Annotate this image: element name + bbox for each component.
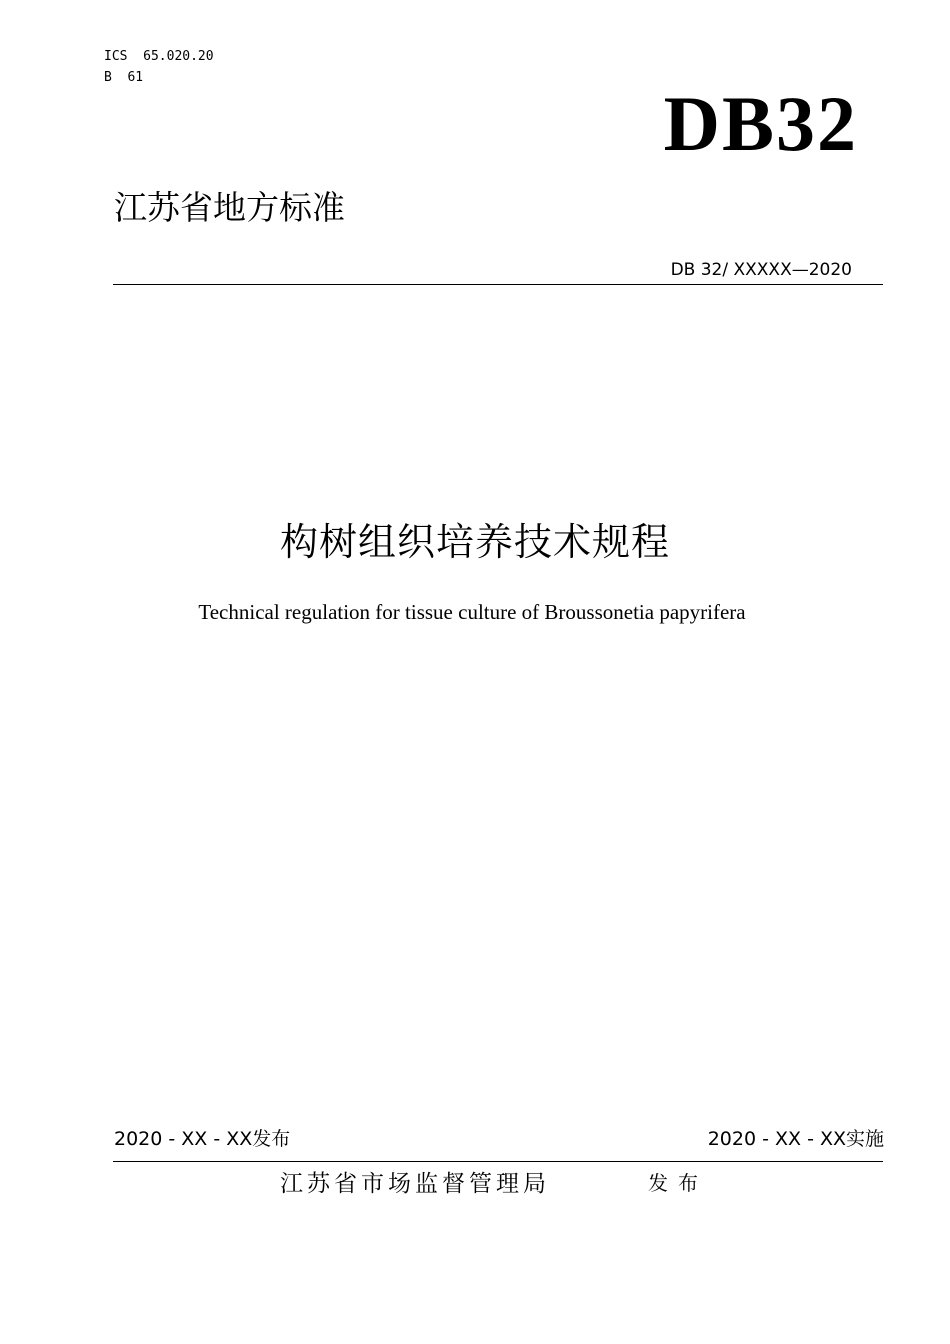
implement-date: 2020 - XX - XX实施: [707, 1128, 884, 1150]
bottom-divider: [113, 1161, 883, 1162]
classification-code: B 61: [104, 70, 144, 85]
issuing-authority: 江苏省市场监督管理局: [280, 1171, 550, 1197]
document-title-chinese: 构树组织培养技术规程: [279, 520, 670, 564]
top-divider: [113, 284, 883, 285]
standard-category: 江苏省地方标准: [114, 188, 345, 227]
standard-number: DB 32/ XXXXX—2020: [670, 260, 852, 280]
db32-logo: DB32: [663, 80, 858, 167]
ics-code: ICS 65.020.20: [104, 49, 214, 64]
issue-label: 发布: [648, 1171, 708, 1195]
document-title-english: Technical regulation for tissue culture of Broussonetia papyrifera: [198, 600, 746, 624]
publish-date: 2020 - XX - XX发布: [114, 1128, 291, 1150]
